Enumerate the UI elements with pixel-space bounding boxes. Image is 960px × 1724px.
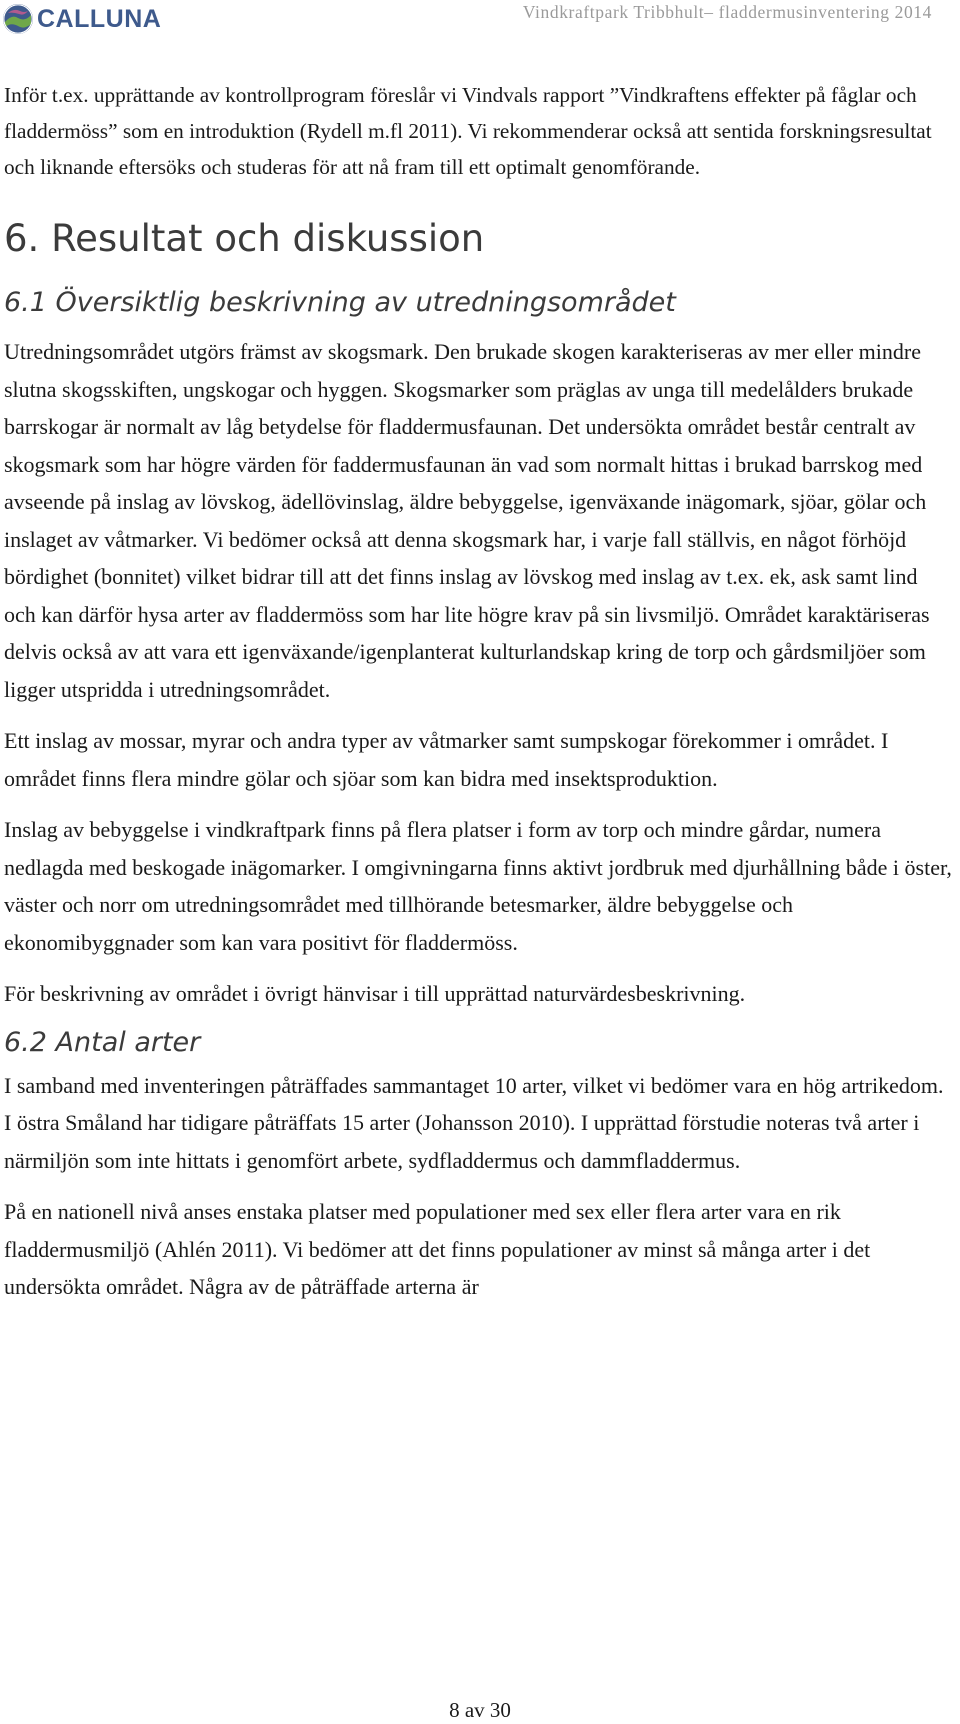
paragraph: På en nationell nivå anses enstaka platser med populationer med sex eller flera arter vara en rik fladdermusmiljö (Ahlén 2011). Vi bedömer att det finns populationer av minst så många arter i det undersökta området. Några av de påträffade arterna är (4, 1199, 871, 1299)
paragraph: För beskrivning av området i övrigt hänvisar i till upprättad naturvärdesbeskrivning. (4, 981, 746, 1006)
section-heading: 6. Resultat och diskussion (4, 217, 485, 260)
logo-text: CALLUNA (37, 5, 162, 33)
calluna-logo-icon (2, 3, 34, 35)
intro-paragraph: Inför t.ex. upprättande av kontrollprogram föreslår vi Vindvals rapport ”Vindkraftens effekter på fåglar och fladdermöss” som en introduktion (Rydell m.fl 2011). Vi rekommenderar också att sentida forskningsresultat och liknande eftersöks och studeras för att nå fram till ett optimalt genomförande. (4, 83, 932, 179)
running-title: Vindkraftpark Tribbhult– fladdermusinventering 2014 (522, 2, 932, 22)
paragraph: I samband med inventeringen påträffades sammantaget 10 arter, vilket vi bedömer vara en hög artrikedom. I östra Småland har tidigare påträffats 15 arter (Johansson 2010). I upprättad förstudie noteras två arter i närmiljön som inte hittats i genomfört arbete, sydfladdermus och dammfladdermus. (4, 1072, 944, 1173)
page-number: 8 av 30 (449, 1698, 511, 1722)
paragraph: Utredningsområdet utgörs främst av skogsmark. Den brukade skogen karakteriseras av mer eller mindre slutna skogsskiften, ungskogar och hyggen. Skogsmarker som präglas av unga till medelålders brukade barrskogar är normalt av låg betydelse för fladdermusfaunan. Det undersökta området består centralt av skogsmark som har högre värden för faddermusfaunan än vad som normalt hittas i brukad barrskog med avseende på inslag av lövskog, ädellövinslag, äldre bebyggelse, igenväxande inägomark, sjöar, gölar och inslaget av våtmarker. Vi bedömer också att denna skogsmark har, i varje fall ställvis, en något förhöjd bördighet (bonnitet) vilket bidrar till att det finns inslag av lövskog med inslag av t.ex. ek, ask samt lind och kan därför hysa arter av fladdermöss som har lite högre krav på sin livsmiljö. Området karaktäriseras delvis också av att vara ett igenväxande/igenplanterat kulturlandskap kring de torp och gårdsmiljöer som ligger utspridda i utredningsområdet. (4, 339, 930, 702)
subsection-heading-6-1: 6.1 Översiktlig beskrivning av utredningsområdet (4, 287, 676, 318)
page-header (0, 0, 960, 40)
calluna-logo (2, 2, 161, 36)
paragraph: Inslag av bebyggelse i vindkraftpark finns på flera platser i form av torp och mindre gårdar, numera nedlagda med beskogade inägomarker. I omgivningarna finns aktivt jordbruk med djurhållning både i öster, väster och norr om utredningsområdet med tillhörande betesmarker, äldre bebyggelse och ekonomibyggnader som kan vara positivt för fladdermöss. (4, 817, 952, 955)
page-body (4, 77, 954, 1306)
paragraph: Ett inslag av mossar, myrar och andra typer av våtmarker samt sumpskogar förekommer i området. I området finns flera mindre gölar och sjöar som kan bidra med insektsproduktion. (4, 728, 889, 791)
subsection-heading-6-2: 6.2 Antal arter (4, 1026, 201, 1058)
